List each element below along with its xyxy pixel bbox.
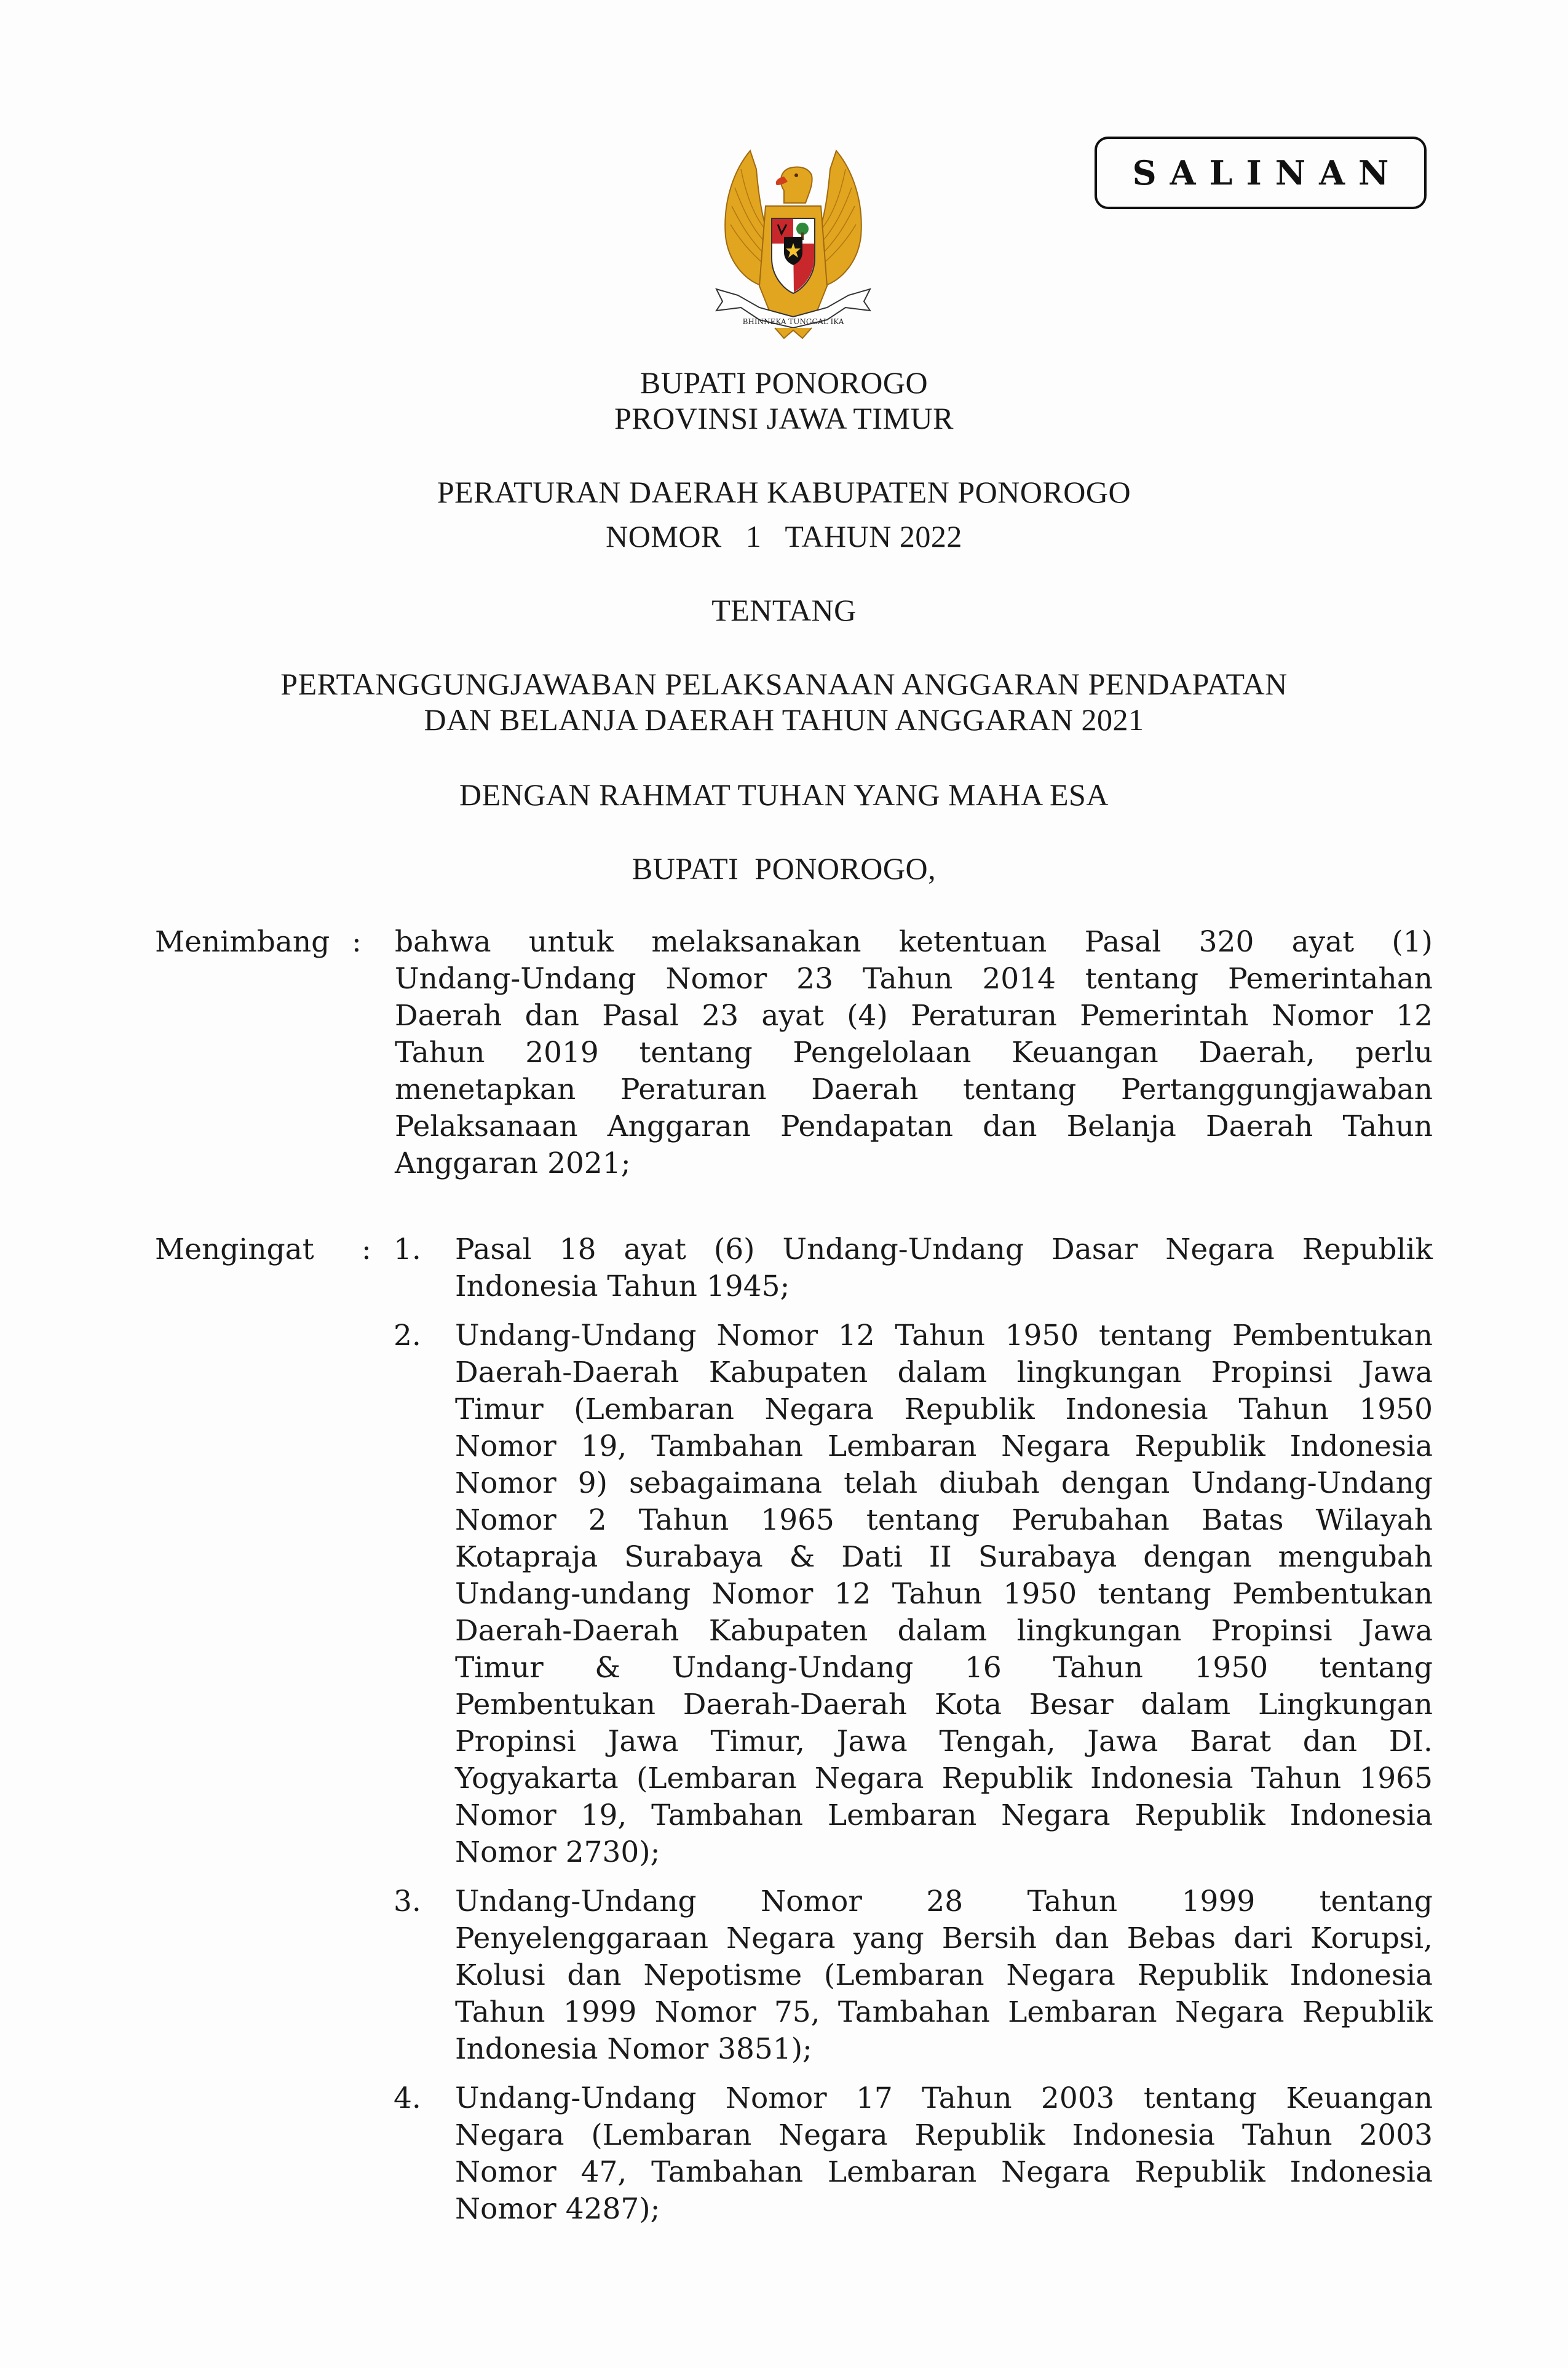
regulation-number: NOMOR 1 TAHUN 2022 (606, 519, 962, 554)
menimbang-line: bahwa untuk melaksanakan ketentuan Pasal 320 ayat (1) (395, 925, 1433, 959)
item-line: Nomor 2 Tahun 1965 tentang Perubahan Batas Wilayah (455, 1503, 1433, 1537)
item-line: Indonesia Tahun 1945; (455, 1269, 790, 1303)
menimbang-line: Tahun 2019 tentang Pengelolaan Keuangan Daerah, perlu (395, 1036, 1433, 1070)
item-line: Nomor 19, Tambahan Lembaran Negara Republik Indonesia (455, 1429, 1433, 1463)
menimbang-line: Daerah dan Pasal 23 ayat (4) Peraturan Pemerintah Nomor 12 (395, 999, 1433, 1033)
item-number: 3. (394, 1885, 421, 1918)
item-line: Pasal 18 ayat (6) Undang-Undang Dasar Negara Republik (455, 1233, 1433, 1266)
item-line: Penyelenggaraan Negara yang Bersih dan Bebas dari Korupsi, (455, 1921, 1433, 1955)
item-line: Negara (Lembaran Negara Republik Indonesia Tahun 2003 (455, 2118, 1433, 2152)
mengingat-label: Mengingat (155, 1233, 314, 1266)
item-line: Daerah-Daerah Kabupaten dalam lingkungan Propinsi Jawa (455, 1356, 1433, 1389)
authority-title: BUPATI PONOROGO (639, 365, 929, 400)
menimbang-line: menetapkan Peraturan Daerah tentang Pertanggungjawaban (395, 1073, 1433, 1107)
item-line: Yogyakarta (Lembaran Negara Republik Indonesia Tahun 1965 (455, 1762, 1433, 1795)
menimbang-line: Undang-Undang Nomor 23 Tahun 2014 tentang Pemerintahan (395, 962, 1433, 996)
menimbang-paragraph (395, 924, 1433, 1182)
item-line: Pembentukan Daerah-Daerah Kota Besar dalam Lingkungan (455, 1688, 1433, 1722)
document-title-line2: DAN BELANJA DAERAH TAHUN ANGGARAN 2021 (424, 702, 1144, 737)
menimbang-label: Menimbang (155, 925, 330, 959)
item-text (455, 1317, 1433, 1871)
menimbang-line: Anggaran 2021; (395, 1146, 631, 1180)
salinan-stamp (1095, 137, 1427, 209)
salinan-label: SALINAN (1132, 153, 1403, 193)
mengingat-colon: : (362, 1233, 371, 1266)
item-number: 2. (394, 1319, 421, 1353)
item-number: 1. (394, 1233, 421, 1266)
item-line: Indonesia Nomor 3851); (455, 2032, 812, 2066)
menimbang-line: Pelaksanaan Anggaran Pendapatan dan Belanja Daerah Tahun (395, 1110, 1433, 1143)
item-line: Nomor 19, Tambahan Lembaran Negara Republik Indonesia (455, 1798, 1433, 1832)
item-line: Kolusi dan Nepotisme (Lembaran Negara Republik Indonesia (455, 1958, 1433, 1992)
item-text (455, 1883, 1433, 2068)
about-label: TENTANG (711, 593, 857, 627)
invocation: DENGAN RAHMAT TUHAN YANG MAHA ESA (459, 777, 1109, 812)
item-line: Undang-Undang Nomor 28 Tahun 1999 tentang (455, 1885, 1433, 1918)
item-line: Daerah-Daerah Kabupaten dalam lingkungan Propinsi Jawa (455, 1614, 1433, 1648)
province-title: PROVINSI JAWA TIMUR (614, 401, 954, 435)
item-line: Timur (Lembaran Negara Republik Indonesia Tahun 1950 (455, 1393, 1433, 1426)
item-line: Propinsi Jawa Timur, Jawa Tengah, Jawa Barat dan DI. (455, 1725, 1433, 1758)
svg-text:BHINNEKA TUNGGAL IKA: BHINNEKA TUNGGAL IKA (742, 317, 844, 326)
item-line: Tahun 1999 Nomor 75, Tambahan Lembaran Negara Republik (455, 1995, 1433, 2029)
item-number: 4. (394, 2081, 421, 2115)
garuda-emblem-icon (692, 132, 895, 341)
item-text (455, 1231, 1433, 1305)
item-line: Undang-Undang Nomor 12 Tahun 1950 tentang Pembentukan (455, 1319, 1433, 1353)
document-title-line1: PERTANGGUNGJAWABAN PELAKSANAAN ANGGARAN PENDAPATAN (280, 667, 1288, 701)
item-line: Undang-Undang Nomor 17 Tahun 2003 tentang Keuangan (455, 2081, 1433, 2115)
item-line: Nomor 9) sebagaimana telah diubah dengan Undang-Undang (455, 1466, 1433, 1500)
item-line: Undang-undang Nomor 12 Tahun 1950 tentang Pembentukan (455, 1577, 1433, 1611)
menimbang-colon: : (352, 925, 362, 959)
item-line: Nomor 47, Tambahan Lembaran Negara Republik Indonesia (455, 2155, 1433, 2189)
item-line: Nomor 4287); (455, 2192, 660, 2226)
item-line: Nomor 2730); (455, 1835, 660, 1869)
enactor: BUPATI PONOROGO, (632, 851, 936, 886)
regulation-title: PERATURAN DAERAH KABUPATEN PONOROGO (437, 475, 1131, 509)
item-text (455, 2080, 1433, 2228)
item-line: Kotapraja Surabaya & Dati II Surabaya dengan mengubah (455, 1540, 1433, 1574)
item-line: Timur & Undang-Undang 16 Tahun 1950 tentang (455, 1651, 1433, 1685)
